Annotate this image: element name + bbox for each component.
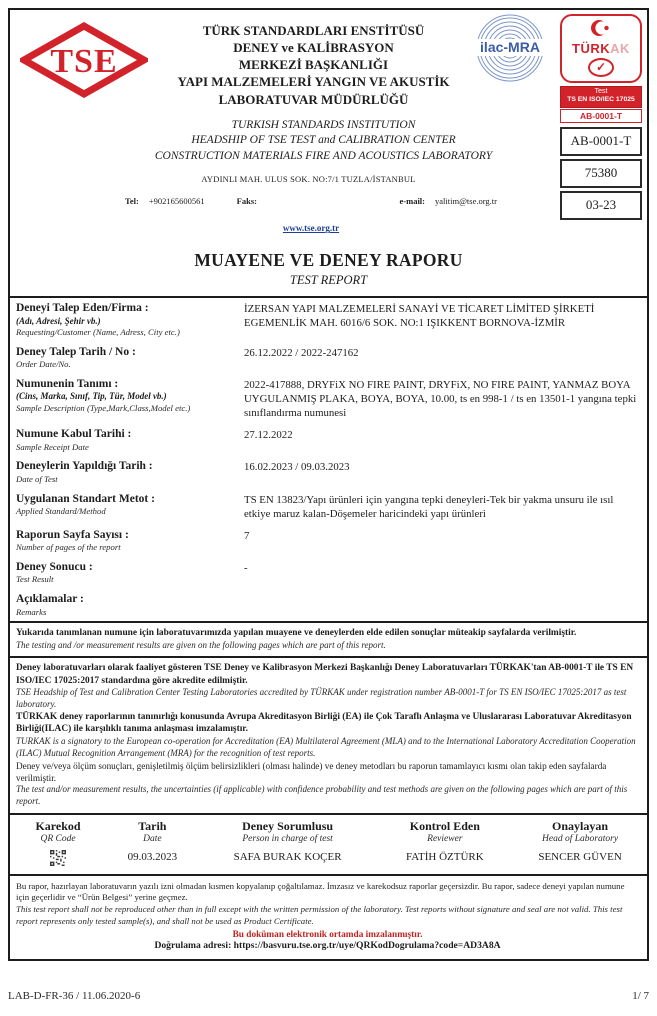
info-label	[16, 459, 244, 484]
org-line-en: TURKISH STANDARDS INSTITUTION	[231, 118, 416, 131]
svg-text:ilac-MRA: ilac-MRA	[480, 39, 540, 55]
sig-header-tr: Deney Sorumlusu	[242, 818, 334, 833]
org-line-en: HEADSHIP OF TSE TEST and CALIBRATION CENTER	[191, 134, 456, 147]
info-label	[16, 427, 244, 452]
org-title-english	[120, 118, 527, 165]
svg-text:TSE: TSE	[50, 43, 118, 80]
crescent-star-icon	[589, 19, 613, 37]
info-row-remarks	[10, 589, 647, 621]
turkak-standard-label: TS EN ISO/IEC 17025	[567, 96, 635, 104]
form-code: LAB-D-FR-36 / 11.06.2020-6	[8, 990, 141, 1002]
tel-value: +902165600561	[148, 196, 205, 207]
footer-note-en: This test report shall not be reproduced other than in full except with the written permission of the laboratory. Test reports without signature and seal are not valid. This test report represents only tested sample(s), and shall not be used as Product Certificate.	[16, 904, 623, 927]
accreditation-section	[10, 656, 647, 812]
org-line: LABORATUVAR MÜDÜRLÜĞÜ	[218, 91, 409, 107]
sig-header-en: QR Code	[40, 833, 76, 844]
info-value: 2022-417888, DRYFiX NO FIRE PAINT, DRYFiX, NO FIRE PAINT, YANMAZ BOYA UYGULANMIŞ PLAKA, BOYA, BOYA, 10.00, ts en 998-1 / ts en 13501-1 yangına tepki sınıflandırma numunesi	[244, 379, 637, 420]
info-value: -	[244, 561, 248, 574]
info-value: TS EN 13823/Yapı ürünleri için yangına tepki deneyleri-Tek bir yakma unsuru ile ısıl etkiye maruz kalan-Döşemeler haricindeki yapı ürünleri	[244, 493, 614, 520]
results-note-en: The testing and /or measurement results are given on the following pages which are part of this report.	[16, 639, 386, 650]
report-title: MUAYENE VE DENEY RAPORU	[194, 250, 463, 271]
qr-code-icon	[50, 850, 66, 866]
turkak-column	[560, 14, 642, 220]
sig-header-en: Person in charge of test	[242, 833, 333, 844]
results-note-tr: Yukarıda tanımlanan numune için laboratuvarımızda yapılan muayene ve deneylerden elde edilen sonuçlar müteakip sayfalarda verilmiştir.	[16, 628, 577, 639]
email-label: e-mail:	[399, 196, 426, 207]
sig-value: 09.03.2023	[127, 850, 178, 863]
verification-address: Doğrulama adresi: https://basvuru.tse.org.tr/uye/QRKodDogrulama?code=AD3A8A	[154, 940, 501, 952]
info-value	[244, 592, 639, 617]
electronic-signature-note: Bu doküman elektronik ortamda imzalanmıştır.	[232, 930, 423, 941]
info-row-customer	[10, 298, 647, 342]
sig-value: FATİH ÖZTÜRK	[405, 850, 484, 863]
info-value: 26.12.2022 / 2022-247162	[244, 346, 359, 359]
turkak-wordmark	[564, 42, 638, 55]
info-value: 7	[244, 529, 250, 542]
results-note	[10, 621, 647, 656]
info-label	[16, 492, 244, 521]
sig-header-tr: Onaylayan	[552, 818, 609, 833]
sig-header-en: Date	[143, 833, 162, 844]
label-tr: Deneylerin Yapıldığı Tarih :	[16, 460, 153, 473]
signature-col-qrcode	[14, 819, 102, 866]
turkak-turk-text: TÜRK	[572, 41, 611, 56]
label-en: Applied Standard/Method	[16, 506, 106, 517]
tse-logo	[20, 22, 148, 103]
label-tr: Açıklamalar :	[16, 593, 84, 606]
page-number: 1/ 7	[632, 990, 649, 1002]
signature-col-reviewer	[373, 819, 518, 866]
signature-section	[10, 813, 647, 874]
tse-diamond-icon	[20, 22, 148, 98]
label-sub: (Cins, Marka, Sınıf, Tip, Tür, Model vb.)	[16, 391, 167, 402]
org-title-turkish	[150, 22, 477, 108]
sig-header-tr: Karekod	[35, 818, 81, 833]
label-tr: Deneyi Talep Eden/Firma :	[16, 302, 149, 315]
turkak-logo	[560, 14, 642, 83]
accreditation-p2-tr: TÜRKAK deney raporlarının tanınırlığı konusunda Avrupa Akreditasyon Birliği (EA) ile Çok Taraflı Anlaşma ve Uluslararası Laboratuvar Akreditasyon Birliği(ILAC) ile karşılıklı tanıma anlaşması imzalamıştır.	[16, 711, 632, 735]
label-tr: Numunenin Tanımı :	[16, 378, 119, 391]
turkak-ak-text: AK	[610, 41, 630, 56]
info-label	[16, 345, 244, 370]
info-label	[16, 301, 244, 338]
sig-value: SAFA BURAK KOÇER	[233, 850, 342, 863]
page-footer	[8, 990, 649, 1002]
ref-box-date-code: 03-23	[560, 191, 642, 220]
signature-col-tester	[203, 819, 373, 866]
ilac-mra-logo	[473, 14, 547, 89]
info-value: İZERSAN YAPI MALZEMELERİ SANAYİ VE TİCARET LİMİTED ŞİRKETİ EGEMENLİK MAH. 6016/6 SOK. NO:1 IŞIKKENT BORNOVA-İZMİR	[244, 303, 595, 330]
accreditation-p3-tr: Deney ve/veya ölçüm sonuçları, genişletilmiş ölçüm belirsizlikleri (olması halinde) ve deney metodları bu raporun tamamlayıcı kısmı olan takip eden sayfalarda verilmiştir.	[16, 760, 607, 783]
ilac-mra-icon	[473, 14, 547, 84]
tel-label: Tel:	[125, 196, 139, 207]
label-en: Sample Receipt Date	[16, 441, 89, 452]
info-label	[16, 560, 244, 585]
label-en: Remarks	[16, 606, 47, 617]
label-en: Order Date/No.	[16, 359, 71, 370]
label-tr: Deney Sonucu :	[16, 560, 93, 573]
faks-label: Faks:	[236, 196, 257, 207]
website-link[interactable]: www.tse.org.tr	[282, 223, 340, 234]
ref-box-report-number: 75380	[560, 159, 642, 188]
sig-header-tr: Kontrol Eden	[409, 818, 480, 833]
org-line: DENEY ve KALİBRASYON	[233, 40, 394, 56]
label-tr: Deney Talep Tarih / No :	[16, 345, 136, 358]
lab-address: AYDINLI MAH. ULUS SOK. NO:7/1 TUZLA/İSTANBUL	[201, 174, 416, 185]
label-sub: (Adı, Adresi, Şehir vb.)	[16, 315, 101, 326]
turkak-test-band	[560, 86, 642, 108]
signature-col-date	[102, 819, 203, 866]
turkak-registration: AB-0001-T	[560, 109, 642, 123]
info-row-page-count	[10, 525, 647, 557]
email-value: yalitim@tse.org.tr	[435, 196, 497, 207]
sig-header-en: Reviewer	[427, 833, 463, 844]
info-row-test-result	[10, 557, 647, 589]
accreditation-p1-tr: Deney laboratuvarları olarak faaliyet gösteren TSE Deney ve Kalibrasyon Merkezi Başkanlığı Deney Laboratuvarları TÜRKAK'tan AB-0001-T ile TS EN ISO/IEC 17025:2017 standardına göre akredite edilmiştir.	[16, 663, 634, 686]
org-line: TÜRK STANDARDLARI ENSTİTÜSÜ	[202, 23, 425, 38]
sig-value: SENCER GÜVEN	[538, 850, 622, 863]
label-en: Sample Description (Type,Mark,Class,Model etc.)	[16, 402, 191, 413]
label-tr: Uygulanan Standart Metot :	[16, 492, 155, 505]
footer-notes	[10, 874, 647, 960]
contact-row	[125, 196, 497, 206]
footer-note-tr: Bu rapor, hazırlayan laboratuvarın yazılı izni olmadan kısmen kopyalanıp çoğaltılamaz. İmzasız ve karekodsuz raporlar geçersizdir. Bu rapor, sadece deneyi yapılan numune için geçerlidir ve “Ürün Belgesi” yerine geçmez.	[16, 880, 625, 903]
info-row-sample-description	[10, 374, 647, 424]
info-table	[10, 296, 647, 621]
accreditation-p1-en: TSE Headship of Test and Calibration Center Testing Laboratories accredited by TÜRKAK under registration number AB-0001-T for TS EN ISO/IEC 17025:2017 as test laboratory.	[16, 687, 627, 710]
label-en: Test Result	[16, 574, 54, 585]
label-en: Requesting/Customer (Name, Adress, City etc.)	[16, 326, 180, 337]
org-line-en: CONSTRUCTION MATERIALS FIRE AND ACOUSTICS LABORATORY	[154, 149, 493, 162]
org-line: MERKEZİ BAŞKANLIĞI	[238, 57, 389, 73]
info-row-receipt-date	[10, 424, 647, 456]
sig-header-en: Head of Laboratory	[542, 833, 619, 844]
label-en: Date of Test	[16, 473, 58, 484]
accreditation-p2-en: TURKAK is a signatory to the European co-operation for Accreditation (EA) Multilateral Agreement (MLA) and to the International Laboratory Accreditation Cooperation (ILAC) Mutual Recognition Arrangement (MRA) for the recognition of test reports.	[16, 735, 636, 758]
website-row	[125, 218, 497, 236]
label-tr: Numune Kabul Tarihi :	[16, 428, 132, 441]
sig-header-tr: Tarih	[138, 818, 167, 833]
info-value: 27.12.2022	[244, 429, 293, 442]
report-page	[8, 8, 649, 961]
info-label	[16, 592, 244, 617]
info-label	[16, 377, 244, 420]
label-en: Number of pages of the report	[16, 542, 121, 553]
info-value: 16.02.2023 / 09.03.2023	[244, 461, 350, 474]
info-label	[16, 528, 244, 553]
ref-box-accreditation: AB-0001-T	[560, 127, 642, 156]
checkmark-icon: ✓	[588, 58, 614, 77]
info-row-order-date	[10, 342, 647, 374]
label-tr: Raporun Sayfa Sayısı :	[16, 528, 129, 541]
accreditation-p3-en: The test and/or measurement results, the uncertainties (if applicable) with confidence probability and test methods are given on the following pages which are part of this report.	[16, 783, 628, 806]
signature-col-approver	[517, 819, 643, 866]
turkak-test-label: Test	[594, 88, 608, 95]
info-row-standard-method	[10, 489, 647, 525]
org-line: YAPI MALZEMELERİ YANGIN VE AKUSTİK	[177, 74, 450, 90]
info-row-test-date	[10, 456, 647, 488]
report-title-english: TEST REPORT	[289, 273, 368, 288]
report-header	[10, 10, 647, 288]
